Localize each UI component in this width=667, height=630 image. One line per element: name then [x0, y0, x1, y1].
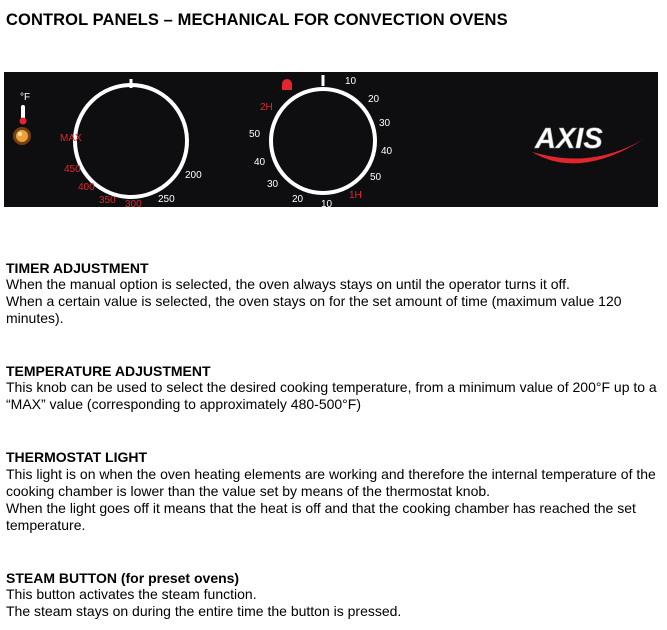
temperature-adjustment-line-1: This knob can be used to select the desired cooking temperature, from a minimum value of 200°F up to a “MAX” value (corresponding to approximately 480-500°F)	[6, 379, 657, 412]
thermostat-light-line-2: When the light goes off it means that the heat is off and that the cooking chamber has reached the set temperature.	[6, 500, 636, 533]
temp-tick-450: 450	[64, 164, 81, 175]
temperature-adjustment-body	[6, 379, 661, 413]
control-panel-graphic	[4, 72, 658, 207]
temp-tick-250: 250	[158, 194, 175, 205]
timer-knob[interactable]	[271, 75, 375, 193]
thermostat-light-line-1: This light is on when the oven heating elements are working and therefore the internal temperature of the cooking chamber is lower than the value set by means of the thermostat knob.	[6, 466, 656, 499]
control-panel	[4, 72, 658, 207]
steam-hand-icon	[282, 79, 292, 90]
timer-tick-30-top: 30	[379, 118, 391, 129]
temp-tick-max: MAX	[60, 133, 82, 144]
unit-label: °F	[20, 92, 31, 103]
steam-button-line-2: The steam stays on during the entire time the button is pressed.	[6, 603, 402, 619]
timer-tick-10-bottom: 10	[321, 199, 333, 207]
timer-tick-2h: 2H	[260, 102, 273, 113]
temp-tick-200: 200	[185, 170, 202, 181]
timer-tick-20-top: 20	[368, 94, 380, 105]
timer-adjustment-line-2: When a certain value is selected, the oven stays on for the set amount of time (maximum value 120 minutes).	[6, 293, 622, 326]
thermostat-light-icon[interactable]	[13, 127, 31, 145]
timer-tick-10-top: 10	[345, 76, 357, 87]
steam-button-heading: STEAM BUTTON (for preset ovens)	[6, 570, 240, 586]
axis-logo	[532, 123, 644, 163]
brand-name: AXIS	[535, 123, 603, 155]
temp-tick-300: 300	[125, 199, 142, 207]
timer-tick-40-left: 40	[254, 157, 266, 168]
timer-adjustment-heading: TIMER ADJUSTMENT	[6, 260, 149, 276]
thermometer-icon	[20, 105, 27, 125]
timer-adjustment-line-1: When the manual option is selected, the oven always stays on until the operator turns it off.	[6, 276, 570, 292]
thermostat-light-body	[6, 466, 661, 534]
steam-button-body	[6, 586, 661, 620]
timer-tick-30-left: 30	[267, 179, 279, 190]
steam-button-line-1: This button activates the steam function.	[6, 586, 257, 602]
page-title: CONTROL PANELS – MECHANICAL FOR CONVECTION OVENS	[6, 11, 508, 29]
temp-tick-350: 350	[99, 195, 116, 206]
timer-tick-1h: 1H	[349, 190, 362, 201]
timer-tick-50-top: 50	[370, 172, 382, 183]
temperature-knob[interactable]	[75, 79, 187, 197]
timer-adjustment-body	[6, 276, 661, 327]
timer-tick-50-left: 50	[249, 129, 261, 140]
timer-tick-20-bottom: 20	[292, 194, 304, 205]
temp-tick-400: 400	[78, 182, 95, 193]
timer-tick-40-top: 40	[381, 146, 393, 157]
thermostat-light-heading: THERMOSTAT LIGHT	[6, 449, 148, 465]
temperature-adjustment-heading: TEMPERATURE ADJUSTMENT	[6, 363, 211, 379]
